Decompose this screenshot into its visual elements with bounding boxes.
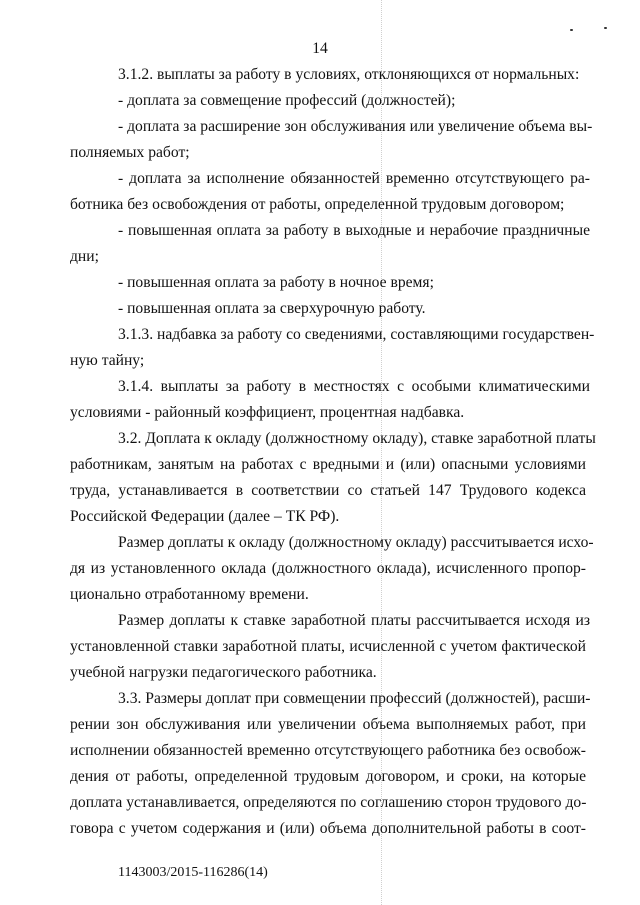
text-line: говора с учетом содержания и (или) объема дополнительной работы в соот- [70, 820, 586, 837]
document-footer-code: 1143003/2015-116286(14) [118, 865, 268, 880]
text-line: работникам, занятым на работах с вредными и (или) опасными условиями [70, 456, 586, 473]
text-line: ционально отработанному времени. [70, 586, 309, 603]
text-line: - доплата за исполнение обязанностей временно отсутствующего ра- [118, 170, 590, 187]
text-line: - повышенная оплата за сверхурочную работу. [118, 300, 426, 317]
text-line: Размер доплаты к окладу (должностному окладу) рассчитывается исхо- [118, 534, 594, 551]
text-line: - доплата за расширение зон обслуживания или увеличение объема вы- [118, 118, 593, 135]
page-number: 14 [312, 40, 328, 57]
text-line: 3.3. Размеры доплат при совмещении профессий (должностей), расши- [118, 690, 591, 707]
text-line: исполнении обязанностей временно отсутствующего работника без освобож- [70, 742, 586, 759]
text-line: - повышенная оплата за работу в ночное время; [118, 274, 434, 291]
text-line: 3.1.2. выплаты за работу в условиях, отклоняющихся от нормальных: [118, 66, 580, 83]
text-line: Российской Федерации (далее – ТК РФ). [70, 508, 340, 525]
text-line: ную тайну; [70, 352, 145, 369]
text-line: полняемых работ; [70, 144, 190, 161]
text-line: Размер доплаты к ставке заработной платы рассчитывается исходя из [118, 612, 590, 629]
text-line: рении зон обслуживания или увеличении объема выполняемых работ, при [70, 716, 586, 733]
text-line: 3.1.4. выплаты за работу в местностях с особыми климатическими [118, 378, 590, 395]
text-line: 3.2. Доплата к окладу (должностному окладу), ставке заработной платы [118, 430, 596, 447]
text-line: труда, устанавливается в соответствии со статьей 147 Трудового кодекса [70, 482, 586, 499]
text-line: учебной нагрузки педагогического работника. [70, 664, 377, 681]
scan-speck [604, 27, 607, 29]
text-line: условиями - районный коэффициент, процентная надбавка. [70, 404, 465, 421]
text-line: доплата устанавливается, определяются по соглашению сторон трудового до- [70, 794, 587, 811]
scan-speck [570, 29, 573, 31]
text-line: дя из установленного оклада (должностного оклада), исчисленного пропор- [70, 560, 586, 577]
text-line: установленной ставки заработной платы, исчисленной с учетом фактической [70, 638, 586, 655]
text-line: 3.1.3. надбавка за работу со сведениями, составляющими государствен- [118, 326, 595, 343]
text-line: дения от работы, определенной трудовым договором, и сроки, на которые [70, 768, 586, 785]
text-line: - доплата за совмещение профессий (должностей); [118, 92, 456, 109]
text-line: ботника без освобождения от работы, определенной трудовым договором; [70, 196, 565, 213]
text-line: дни; [70, 248, 99, 265]
text-line: - повышенная оплата за работу в выходные и нерабочие праздничные [118, 222, 590, 239]
